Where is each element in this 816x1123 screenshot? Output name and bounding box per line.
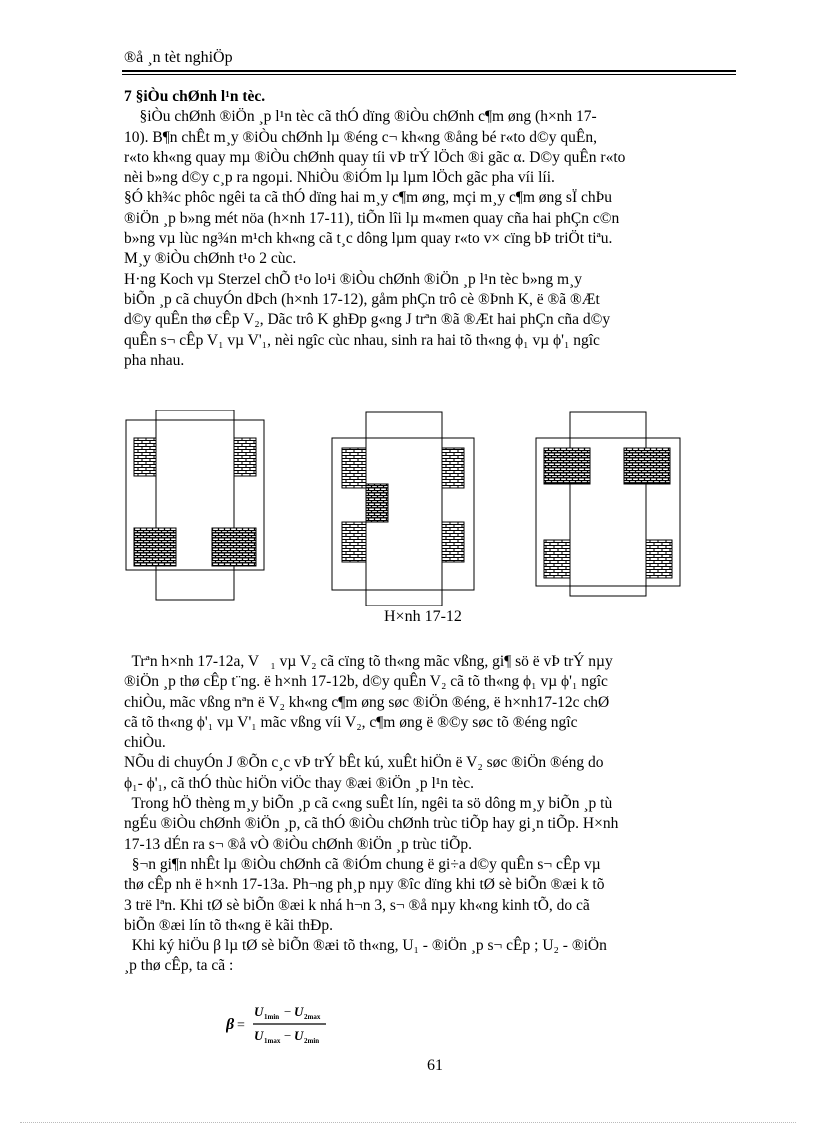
text-line: b»ng vµ lùc ng¾n m¹ch kh«ng cã t¸c dông lµm quay r«to v× cïng bÞ triÖt tiªu. [124,230,613,248]
header-rule-thick [122,70,736,72]
paragraph-block-top [124,107,736,371]
figure-panel-b [332,412,474,606]
figure-17-12 [124,410,736,606]
text-line: H·ng Koch vµ Sterzel chÕ t¹o lo¹i ®iÒu chØnh ®iÖn ¸p l¹n tèc b»ng m¸y [124,270,582,288]
formula-den-a: U [254,1028,264,1043]
text-line: thø cÊp nh ë h×nh 17-13a. Ph¬ng ph¸p nµy ®îc dïng khi tØ sè biÕn ®æi k tõ [124,876,605,894]
text-line: pha nhau. [124,351,185,369]
formula-den-b: U [294,1028,304,1043]
text-line: ϕ₁- ϕ'₁, cã thÓ thùc hiÖn viÖc thay ®æi ®iÖn ¸p l¹n tèc. [124,774,474,792]
formula-num-a-sub: 1min [264,1013,280,1021]
header-rule-thin [122,74,736,75]
formula-num-a: U [254,1004,264,1019]
formula-lhs: β [226,1016,235,1033]
text-line: NÕu di chuyÓn J ®Õn c¸c vÞ trÝ bÊt kú, xuÊt hiÖn ë V₂ søc ®iÖn ®éng do [124,754,604,772]
text-line: ¸p thø cÊp, ta cã : [124,957,234,975]
text-line: §iÒu chØnh ®iÖn ¸p l¹n tèc cã thÓ dïng ®iÒu chØnh c¶m øng (h×nh 17- [124,108,597,126]
text-line: ®iÖn ¸p thø cÊp t¨ng. ë h×nh 17-12b, d©y quÊn V₂ cã tõ th«ng ϕ₁ vµ ϕ'₁ ngîc [124,673,608,691]
formula-num-b-sub: 2max [304,1013,321,1021]
formula-num-b: U [294,1004,304,1019]
text-line: ngÉu ®iÒu chØnh ®iÖn ¸p, cã thÓ ®iÒu chØnh trùc tiÕp hay gi¸n tiÕp. H×nh [124,815,619,833]
text-line: chiÒu. [124,734,166,752]
text-line: chiÒu, mãc vßng nªn ë V₂ kh«ng c¶m øng søc ®iÖn ®éng, ë h×nh17-12c chØ [124,693,610,711]
text-line: 17-13 dÉn ra s¬ ®å vÒ ®iÒu chØnh ®iÖn ¸p trùc tiÕp. [124,835,472,853]
formula-num-minus: − [284,1004,292,1019]
formula-den-a-sub: 1max [264,1037,281,1045]
figure-panel-a [126,410,264,600]
figure-caption: H×nh 17-12 [384,608,462,625]
text-line: biÕn ®æi lín tõ th«ng ë kãi thÐp. [124,916,333,934]
text-line: cã tõ th«ng ϕ'₁ vµ V'₁ mãc vßng víi V₂, c¶m øng ë ®©y søc tõ ®éng ngîc [124,713,578,731]
text-line: Trong hÖ thèng m¸y biÕn ¸p cã c«ng suÊt lín, ngêi ta sö dông m¸y biÕn ¸p tù [124,795,613,813]
text-line: §¬n gi¶n nhÊt lµ ®iÒu chØnh cã ®iÓm chung ë gi÷a d©y quÊn s¬ cÊp vµ [124,855,601,873]
text-line: M¸y ®iÒu chØnh t¹o 2 cùc. [124,250,297,268]
formula-eq: = [237,1018,245,1033]
text-line: d©y quÊn thø cÊp V₂, Dãc trô K ghÐp g«ng J trªn ®ã ®Æt hai phÇn cña d©y [124,311,611,329]
body-text-top [124,87,736,371]
text-line: biÕn ¸p cã chuyÓn dÞch (h×nh 17-12), gåm phÇn trô cè ®Þnh K, ë ®ã ®Æt [124,290,600,308]
page-number: 61 [427,1057,443,1074]
text-line: quÊn s¬ cÊp V₁ vµ V'₁, nèi ngîc cùc nhau, sinh ra hai tõ th«ng ϕ₁ vµ ϕ'₁ ngîc [124,331,600,349]
figure-panel-c [536,412,680,596]
formula-den-minus: − [284,1028,292,1043]
text-line: Khi ký hiÖu β lµ tØ sè biÕn ®æi tõ th«ng, U₁ - ®iÖn ¸p s¬ cÊp ; U₂ - ®iÖn [124,937,607,955]
running-header: ®å ¸n tèt nghiÖp [124,49,233,66]
text-line: §Ó kh¾c phôc ngêi ta cã thÓ dïng hai m¸y c¶m øng, mçi m¸y c¶m øng sÏ chÞu [124,189,612,207]
text-line: Trªn h×nh 17-12a, V ₁ vµ V₂ cã cïng tõ th«ng mãc vßng, gi¶ sö ë vÞ trÝ nµy [124,653,613,670]
text-line: r«to kh«ng quay mµ ®iÒu chØnh quay tíi vÞ trÝ lÖch ®i gãc α. D©y quÊn r«to [124,148,626,166]
paragraph-block-bottom [124,652,736,977]
text-line: nèi b»ng d©y c¸p ra ngoµi. NhiÒu ®iÓm lµ lµm lÖch gãc pha víi líi. [124,169,555,187]
text-line: 3 trë lªn. Khi tØ sè biÕn ®æi k nhá h¬n 3, s¬ ®å nµy kh«ng kinh tÕ, do cã [124,896,590,914]
section-heading: 7 §iÒu chØnh l¹n tèc. [124,88,266,105]
text-line: ®iÖn ¸p b»ng mét nöa (h×nh 17-11), tiÕn lîi lµ m«men quay cña hai phÇn c©n [124,209,620,227]
formula-den-b-sub: 2min [304,1037,320,1045]
text-line: 10). B¶n chÊt m¸y ®iÒu chØnh lµ ®éng c¬ kh«ng ®ång bé r«to d©y quÊn, [124,128,598,146]
beta-formula [226,1000,356,1046]
